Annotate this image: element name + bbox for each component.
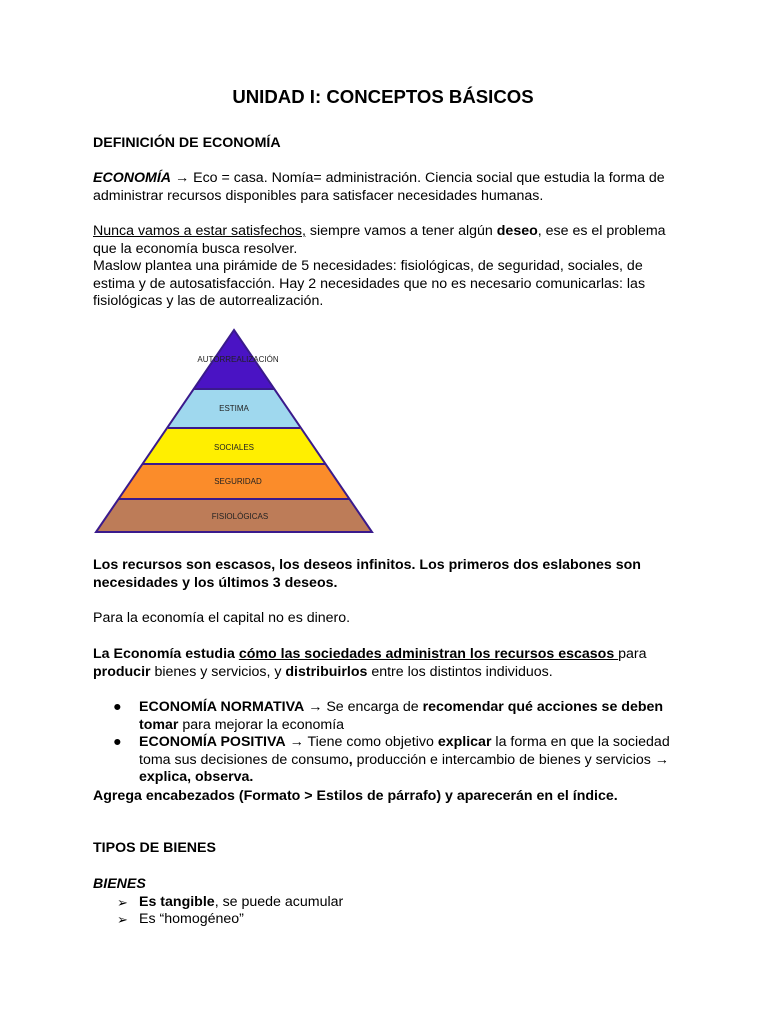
definition-text: Eco = casa. Nomía= administración. Ciencia social que estudia la forma de administrar recursos disponibles para satisfacer necesidades humanas.	[93, 170, 665, 204]
term-economia: ECONOMÍA	[93, 170, 172, 186]
text-span: la forma en que la sociedad toma sus decisiones de consumo	[139, 734, 670, 768]
pyramid-label-autorrealizacion: AUTORREALIZACIÓN	[197, 355, 279, 364]
text-span: siempre vamos a tener algún	[305, 223, 497, 239]
list-item-homogeneo	[93, 911, 673, 929]
bold-deseo: deseo	[496, 223, 538, 239]
term-normativa: ECONOMÍA NORMATIVA	[139, 699, 305, 715]
arrow-bullet-icon: ➢	[117, 894, 128, 910]
pyramid-label-estima: ESTIMA	[219, 404, 249, 413]
underlined-text: Nunca vamos a estar satisfechos,	[93, 223, 306, 239]
bold-text: Es tangible	[139, 893, 215, 910]
paragraph-economia-estudia	[93, 646, 673, 681]
bienes-section	[93, 876, 673, 929]
bullet-marker: ●	[113, 734, 122, 751]
term-positiva: ECONOMÍA POSITIVA	[139, 734, 286, 751]
bold-distribuirlos: distribuirlos	[285, 663, 368, 680]
pyramid-label-sociales: SOCIALES	[213, 443, 255, 452]
text-span: producción e intercambio de bienes y servicios →	[352, 751, 669, 768]
pyramid-label-seguridad: SEGURIDAD	[214, 477, 262, 486]
text-span: , ese es el problema que la economía busca resolver.	[93, 223, 666, 257]
text-span: entre los distintos individuos.	[367, 663, 553, 680]
bold-text: La Economía estudia	[93, 646, 239, 662]
text-span: , se puede acumular	[214, 893, 344, 910]
arrow-bullet-icon: ➢	[117, 912, 128, 928]
list-item-positiva	[93, 734, 673, 787]
economia-types-list	[93, 699, 673, 787]
pyramid-label-fisiologicas: FISIOLÓGICAS	[211, 512, 269, 521]
text-span: bienes y servicios, y	[150, 663, 286, 680]
underlined-bold-text: cómo las sociedades administran los recursos escasos	[238, 646, 619, 662]
bold-comma: ,	[348, 751, 353, 768]
text-span: Es “homogéneo”	[139, 911, 244, 928]
bullet-marker: ●	[113, 699, 122, 715]
section-heading-tipos-bienes: TIPOS DE BIENES	[93, 840, 216, 856]
bold-text: recomendar qué acciones se deben tomar	[139, 699, 664, 733]
paragraph-recursos: Los recursos son escasos, los deseos infinitos. Los primeros dos eslabones son necesidades y los últimos 3 deseos.	[93, 557, 641, 591]
arrow: →	[174, 170, 190, 186]
maslow-pyramid-diagram	[93, 326, 383, 536]
text-span: → Tiene como objetivo	[285, 734, 438, 751]
text-span: para mejorar la economía	[178, 716, 345, 733]
section-heading-definicion: DEFINICIÓN DE ECONOMÍA	[93, 135, 281, 151]
bold-producir: producir	[93, 663, 151, 680]
bienes-heading: BIENES	[93, 876, 146, 892]
list-item-normativa	[93, 699, 673, 734]
paragraph-encabezados-hint: Agrega encabezados (Formato > Estilos de párrafo) y aparecerán en el índice.	[93, 788, 618, 804]
paragraph-economia-definition	[93, 170, 673, 205]
paragraph-capital: Para la economía el capital no es dinero.	[93, 610, 351, 626]
bold-explicar: explicar	[437, 734, 492, 751]
paragraph-deseo	[93, 223, 673, 311]
bold-explica-observa: explica, observa.	[139, 769, 254, 786]
text-span: para	[618, 646, 647, 662]
text-span: → Se encarga de	[304, 699, 423, 715]
maslow-text: Maslow plantea una pirámide de 5 necesidades: fisiológicas, de seguridad, sociales, de estima y de autosatisfacción. Hay 2 necesidades que no es necesario comunicarlas: las fisiológicas y las de autorrealización.	[93, 258, 646, 310]
list-item-tangible	[93, 894, 673, 912]
page-title: UNIDAD I: CONCEPTOS BÁSICOS	[232, 86, 534, 107]
